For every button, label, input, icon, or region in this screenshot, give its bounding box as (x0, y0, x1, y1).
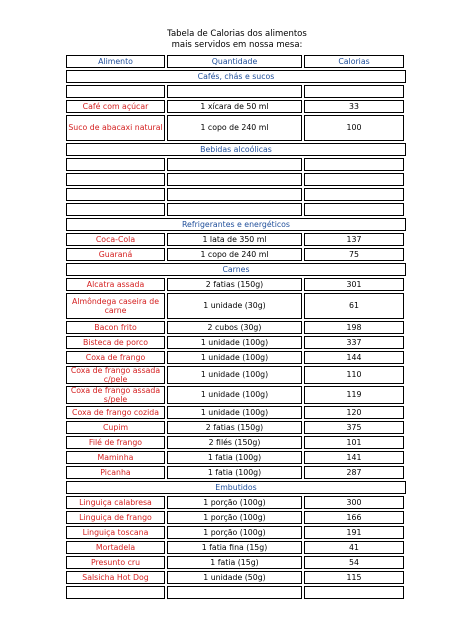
table-row (66, 248, 406, 261)
calories-cell: 337 (304, 336, 404, 349)
quantity-cell: 1 porção (100g) (167, 496, 302, 509)
quantity-cell (167, 586, 302, 599)
food-name-cell (66, 85, 165, 98)
food-name-cell: Linguiça toscana (66, 526, 165, 539)
table-row (66, 233, 406, 246)
page-title: Tabela de Calorias dos alimentos (167, 29, 307, 39)
food-name-cell (66, 173, 165, 186)
food-name-cell (66, 188, 165, 201)
quantity-cell: 1 lata de 350 ml (167, 233, 302, 246)
header-alimento: Alimento (66, 55, 165, 68)
calories-cell: 287 (304, 466, 404, 479)
food-name-cell (66, 203, 165, 216)
quantity-cell: 2 fatias (150g) (167, 421, 302, 434)
table-row (66, 541, 406, 554)
table-row (66, 386, 406, 404)
section-header-row (66, 218, 406, 231)
calories-cell: 110 (304, 366, 404, 384)
calories-cell: 101 (304, 436, 404, 449)
page-subtitle: mais servidos em nossa mesa: (171, 40, 303, 50)
quantity-cell: 1 unidade (100g) (167, 366, 302, 384)
calories-cell (304, 158, 404, 171)
quantity-cell: 1 unidade (100g) (167, 336, 302, 349)
table-row (66, 351, 406, 364)
food-name-cell: Linguiça de frango (66, 511, 165, 524)
quantity-cell: 1 porção (100g) (167, 511, 302, 524)
food-name-cell: Filé de frango (66, 436, 165, 449)
quantity-cell: 1 unidade (100g) (167, 351, 302, 364)
food-name-cell: Coxa de frango assada c/pele (66, 366, 165, 384)
header-calorias: Calorias (304, 55, 404, 68)
food-name-cell (66, 158, 165, 171)
food-name-cell: Coxa de frango cozida (66, 406, 165, 419)
food-name-cell: Cupim (66, 421, 165, 434)
food-name-cell: Presunto cru (66, 556, 165, 569)
table-row (66, 511, 406, 524)
quantity-cell: 1 porção (100g) (167, 526, 302, 539)
calories-cell: 33 (304, 100, 404, 113)
table-row (66, 278, 406, 291)
section-title: Bebidas alcoólicas (66, 143, 406, 156)
section-title: Carnes (66, 263, 406, 276)
table-row (66, 100, 406, 113)
calories-cell (304, 85, 404, 98)
food-name-cell: Bacon frito (66, 321, 165, 334)
calories-cell: 100 (304, 115, 404, 141)
quantity-cell (167, 173, 302, 186)
table-row (66, 496, 406, 509)
calories-cell (304, 188, 404, 201)
table-row (66, 321, 406, 334)
quantity-cell (167, 85, 302, 98)
calories-cell: 144 (304, 351, 404, 364)
calories-cell (304, 203, 404, 216)
food-name-cell: Alcatra assada (66, 278, 165, 291)
food-name-cell: Coxa de frango assada s/pele (66, 386, 165, 404)
food-name-cell: Guaraná (66, 248, 165, 261)
quantity-cell: 1 copo de 240 ml (167, 115, 302, 141)
quantity-cell: 1 unidade (100g) (167, 406, 302, 419)
calories-cell: 300 (304, 496, 404, 509)
calories-cell: 301 (304, 278, 404, 291)
quantity-cell: 1 unidade (100g) (167, 386, 302, 404)
calories-cell: 375 (304, 421, 404, 434)
calories-cell: 137 (304, 233, 404, 246)
table-row (66, 406, 406, 419)
food-name-cell: Coca-Cola (66, 233, 165, 246)
table-row (66, 158, 406, 171)
quantity-cell (167, 203, 302, 216)
section-header-row (66, 143, 406, 156)
table-row (66, 293, 406, 319)
quantity-cell: 1 unidade (30g) (167, 293, 302, 319)
quantity-cell: 1 fatia fina (15g) (167, 541, 302, 554)
table-header-row (66, 55, 406, 68)
table-row (66, 173, 406, 186)
food-name-cell: Café com açúcar (66, 100, 165, 113)
food-name-cell: Maminha (66, 451, 165, 464)
food-name-cell: Coxa de frango (66, 351, 165, 364)
food-name-cell: Picanha (66, 466, 165, 479)
quantity-cell (167, 158, 302, 171)
quantity-cell: 2 fatias (150g) (167, 278, 302, 291)
table-row (66, 451, 406, 464)
calories-cell: 61 (304, 293, 404, 319)
table-row (66, 556, 406, 569)
calories-cell: 115 (304, 571, 404, 584)
calories-cell: 166 (304, 511, 404, 524)
section-header-row (66, 481, 406, 494)
calories-cell: 141 (304, 451, 404, 464)
table-row (66, 336, 406, 349)
food-name-cell: Salsicha Hot Dog (66, 571, 165, 584)
calories-cell: 54 (304, 556, 404, 569)
food-name-cell: Suco de abacaxi natural (66, 115, 165, 141)
calories-cell: 75 (304, 248, 404, 261)
calorie-table (66, 55, 406, 601)
table-row (66, 85, 406, 98)
quantity-cell: 2 filés (150g) (167, 436, 302, 449)
food-name-cell: Linguiça calabresa (66, 496, 165, 509)
calories-cell (304, 586, 404, 599)
table-row (66, 586, 406, 599)
quantity-cell: 1 xícara de 50 ml (167, 100, 302, 113)
table-row (66, 436, 406, 449)
calories-cell: 119 (304, 386, 404, 404)
quantity-cell: 1 fatia (100g) (167, 451, 302, 464)
section-title: Embutidos (66, 481, 406, 494)
table-body (66, 70, 406, 599)
calories-cell: 191 (304, 526, 404, 539)
calories-cell (304, 173, 404, 186)
quantity-cell: 1 unidade (50g) (167, 571, 302, 584)
header-quantidade: Quantidade (167, 55, 302, 68)
section-header-row (66, 70, 406, 83)
table-row (66, 571, 406, 584)
calories-cell: 41 (304, 541, 404, 554)
calories-cell: 198 (304, 321, 404, 334)
quantity-cell: 1 fatia (100g) (167, 466, 302, 479)
section-header-row (66, 263, 406, 276)
quantity-cell: 1 copo de 240 ml (167, 248, 302, 261)
food-name-cell: Bisteca de porco (66, 336, 165, 349)
table-row (66, 115, 406, 141)
quantity-cell: 2 cubos (30g) (167, 321, 302, 334)
section-title: Refrigerantes e energéticos (66, 218, 406, 231)
food-name-cell (66, 586, 165, 599)
table-row (66, 526, 406, 539)
table-row (66, 203, 406, 216)
food-name-cell: Mortadela (66, 541, 165, 554)
calories-cell: 120 (304, 406, 404, 419)
table-row (66, 421, 406, 434)
quantity-cell: 1 fatia (15g) (167, 556, 302, 569)
quantity-cell (167, 188, 302, 201)
food-name-cell: Almôndega caseira de carne (66, 293, 165, 319)
table-row (66, 188, 406, 201)
table-row (66, 466, 406, 479)
section-title: Cafés, chás e sucos (66, 70, 406, 83)
table-row (66, 366, 406, 384)
